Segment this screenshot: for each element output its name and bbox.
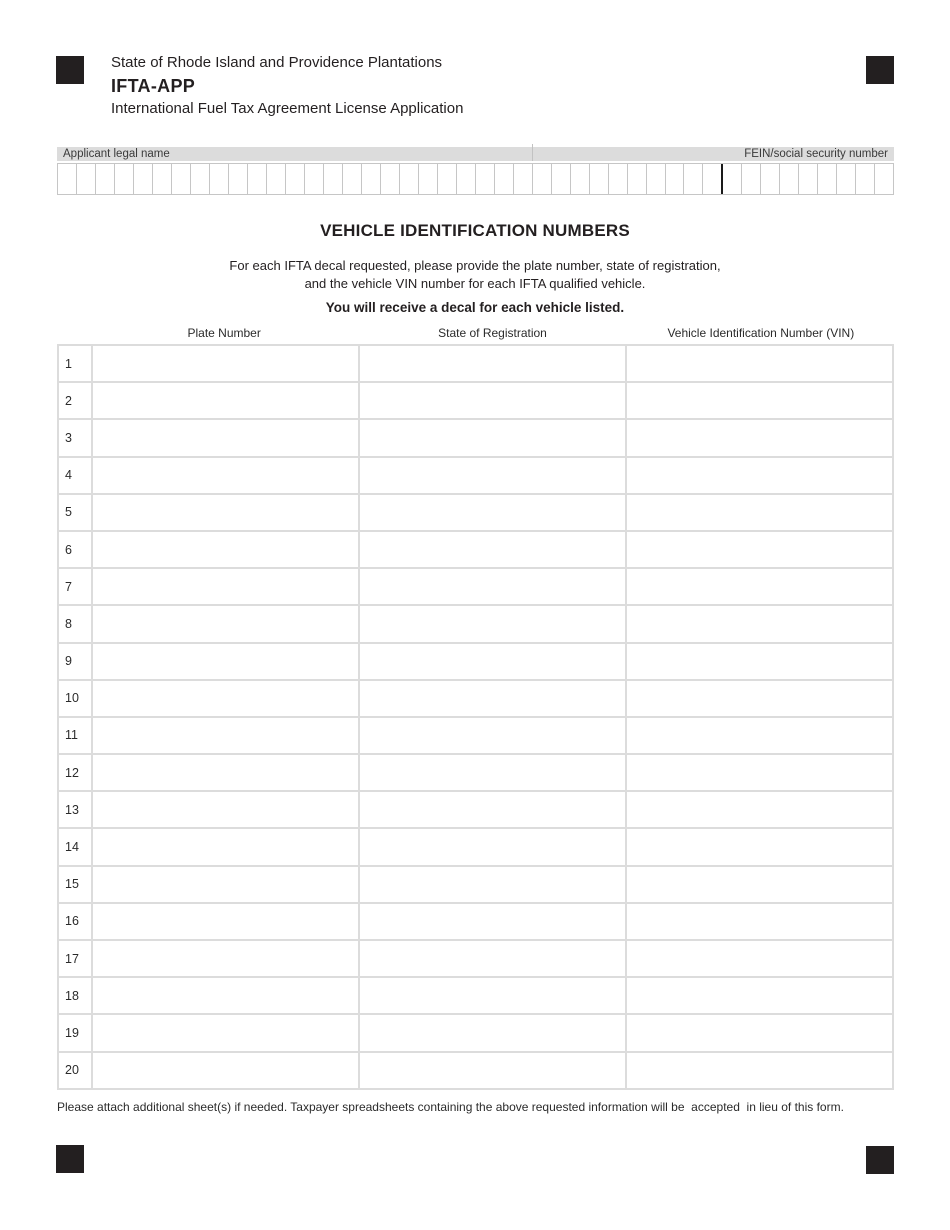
vehicle-row [59, 718, 892, 753]
plate-cell[interactable] [93, 829, 358, 864]
row-number: 17 [59, 941, 91, 976]
row-number: 20 [59, 1053, 91, 1088]
vehicle-row [59, 346, 892, 381]
row-number: 5 [59, 495, 91, 530]
row-number: 11 [59, 718, 91, 753]
row-number: 16 [59, 904, 91, 939]
state-of-registration-cell[interactable] [360, 606, 625, 641]
legal-name-comb-cell[interactable] [266, 164, 285, 194]
legal-name-comb-cell[interactable] [683, 164, 702, 194]
fein-comb-cell[interactable] [874, 164, 893, 194]
instructions-line-2: and the vehicle VIN number for each IFTA qualified vehicle. [304, 276, 646, 291]
column-header-plate-number: Plate Number [187, 326, 261, 340]
vin-cell[interactable] [627, 792, 892, 827]
plate-cell[interactable] [93, 606, 358, 641]
legal-name-comb-cell[interactable] [114, 164, 133, 194]
vehicle-row [59, 904, 892, 939]
row-number: 18 [59, 978, 91, 1013]
vin-cell[interactable] [627, 606, 892, 641]
state-of-registration-cell[interactable] [360, 755, 625, 790]
row-number: 1 [59, 346, 91, 381]
footer-note: Please attach additional sheet(s) if needed. Taxpayer spreadsheets containing the above requested information will be accepted in lieu of this form. [57, 1100, 844, 1114]
plate-cell[interactable] [93, 569, 358, 604]
form-title: International Fuel Tax Agreement License Application [111, 100, 464, 117]
plate-cell[interactable] [93, 420, 358, 455]
vehicle-row [59, 792, 892, 827]
legal-name-comb-cell[interactable] [171, 164, 190, 194]
vehicle-row [59, 829, 892, 864]
plate-cell[interactable] [93, 346, 358, 381]
vehicle-row [59, 978, 892, 1013]
decal-note: You will receive a decal for each vehicle listed. [325, 300, 625, 315]
row-number: 12 [59, 755, 91, 790]
fein-comb-cell[interactable] [779, 164, 798, 194]
plate-cell[interactable] [93, 792, 358, 827]
instructions-line-1: For each IFTA decal requested, please provide the plate number, state of registration, [229, 258, 721, 273]
registration-mark-top-left [56, 56, 84, 84]
legal-name-comb-cell[interactable] [513, 164, 532, 194]
vin-cell[interactable] [627, 1053, 892, 1088]
vin-cell[interactable] [627, 978, 892, 1013]
legal-name-comb-cell[interactable] [361, 164, 380, 194]
state-of-registration-cell[interactable] [360, 458, 625, 493]
vehicle-row [59, 495, 892, 530]
legal-name-comb-cell[interactable] [76, 164, 95, 194]
legal-name-comb-cell[interactable] [323, 164, 342, 194]
plate-cell[interactable] [93, 532, 358, 567]
state-of-registration-cell[interactable] [360, 718, 625, 753]
row-number: 8 [59, 606, 91, 641]
applicant-label-bar [57, 147, 894, 161]
plate-cell[interactable] [93, 718, 358, 753]
legal-name-comb-cell[interactable] [342, 164, 361, 194]
legal-name-comb-cell[interactable] [665, 164, 684, 194]
state-of-registration-cell[interactable] [360, 978, 625, 1013]
vehicle-row [59, 1053, 892, 1088]
legal-name-comb-cell[interactable] [152, 164, 171, 194]
state-of-registration-cell[interactable] [360, 495, 625, 530]
row-number: 15 [59, 867, 91, 902]
legal-name-comb-cell[interactable] [494, 164, 513, 194]
vin-cell[interactable] [627, 458, 892, 493]
form-code: IFTA-APP [111, 76, 196, 96]
form-header [111, 53, 463, 119]
vin-cell[interactable] [627, 346, 892, 381]
vehicle-row [59, 420, 892, 455]
legal-name-comb-cell[interactable] [646, 164, 665, 194]
plate-cell[interactable] [93, 495, 358, 530]
fein-comb-cell[interactable] [836, 164, 855, 194]
state-of-registration-cell[interactable] [360, 792, 625, 827]
legal-name-comb-cell[interactable] [247, 164, 266, 194]
state-of-registration-cell[interactable] [360, 904, 625, 939]
legal-name-comb-cell[interactable] [190, 164, 209, 194]
fein-comb-cell[interactable] [760, 164, 779, 194]
table-column-headers [57, 326, 894, 340]
row-number: 2 [59, 383, 91, 418]
state-of-registration-cell[interactable] [360, 346, 625, 381]
applicant-legal-name-label: Applicant legal name [63, 148, 170, 160]
plate-cell[interactable] [93, 867, 358, 902]
vin-cell[interactable] [627, 420, 892, 455]
legal-name-comb-cell[interactable] [456, 164, 475, 194]
plate-cell[interactable] [93, 755, 358, 790]
vehicle-table [57, 344, 894, 1090]
vin-cell[interactable] [627, 941, 892, 976]
plate-cell[interactable] [93, 681, 358, 716]
state-name: State of Rhode Island and Providence Plantations [111, 54, 443, 71]
registration-mark-top-right [866, 56, 894, 84]
legal-name-comb-cell[interactable] [627, 164, 646, 194]
vin-cell[interactable] [627, 904, 892, 939]
vin-cell[interactable] [627, 569, 892, 604]
legal-name-comb-cell[interactable] [437, 164, 456, 194]
vehicle-row [59, 532, 892, 567]
row-number: 7 [59, 569, 91, 604]
plate-cell[interactable] [93, 978, 358, 1013]
label-bar-divider [532, 144, 533, 161]
vehicle-row [59, 383, 892, 418]
vehicle-row [59, 644, 892, 679]
state-of-registration-cell[interactable] [360, 941, 625, 976]
vehicle-row [59, 606, 892, 641]
plate-cell[interactable] [93, 458, 358, 493]
state-of-registration-cell[interactable] [360, 867, 625, 902]
vin-cell[interactable] [627, 1015, 892, 1050]
plate-cell[interactable] [93, 1015, 358, 1050]
legal-name-comb-cell[interactable] [551, 164, 570, 194]
vehicle-row [59, 755, 892, 790]
legal-name-comb-cell[interactable] [228, 164, 247, 194]
row-number: 9 [59, 644, 91, 679]
vin-cell[interactable] [627, 644, 892, 679]
vin-cell[interactable] [627, 755, 892, 790]
legal-name-comb-cell[interactable] [304, 164, 323, 194]
legal-name-comb-cell[interactable] [209, 164, 228, 194]
legal-name-comb-cell[interactable] [399, 164, 418, 194]
legal-name-comb-cell[interactable] [570, 164, 589, 194]
row-number: 19 [59, 1015, 91, 1050]
vin-cell[interactable] [627, 681, 892, 716]
registration-mark-bottom-left [56, 1145, 84, 1173]
vehicle-row [59, 681, 892, 716]
row-number: 6 [59, 532, 91, 567]
vin-cell[interactable] [627, 495, 892, 530]
state-of-registration-cell[interactable] [360, 383, 625, 418]
legal-name-comb-cell[interactable] [58, 164, 76, 194]
vehicle-row [59, 569, 892, 604]
vin-cell[interactable] [627, 718, 892, 753]
legal-name-comb-cell[interactable] [608, 164, 627, 194]
applicant-comb-field [57, 163, 894, 195]
state-of-registration-cell[interactable] [360, 681, 625, 716]
vin-cell[interactable] [627, 829, 892, 864]
state-of-registration-cell[interactable] [360, 420, 625, 455]
registration-mark-bottom-right [866, 1146, 894, 1174]
legal-name-comb-cell[interactable] [702, 164, 721, 194]
vehicle-row [59, 1015, 892, 1050]
state-of-registration-cell[interactable] [360, 532, 625, 567]
legal-name-comb-cell[interactable] [532, 164, 551, 194]
state-of-registration-cell[interactable] [360, 1053, 625, 1088]
row-number-column-spacer [57, 326, 89, 340]
plate-cell[interactable] [93, 644, 358, 679]
legal-name-comb-cell[interactable] [95, 164, 114, 194]
fein-label: FEIN/social security number [744, 148, 888, 160]
state-of-registration-cell[interactable] [360, 829, 625, 864]
vin-cell[interactable] [627, 383, 892, 418]
legal-name-comb-cell[interactable] [380, 164, 399, 194]
column-header-vin: Vehicle Identification Number (VIN) [667, 326, 855, 340]
fein-comb-cell[interactable] [855, 164, 874, 194]
vin-cell[interactable] [627, 532, 892, 567]
row-number: 13 [59, 792, 91, 827]
fein-comb-cell[interactable] [798, 164, 817, 194]
legal-name-comb-cell[interactable] [418, 164, 437, 194]
vin-cell[interactable] [627, 867, 892, 902]
column-header-state-of-registration: State of Registration [438, 326, 547, 340]
vehicle-row [59, 941, 892, 976]
fein-comb-cell[interactable] [741, 164, 760, 194]
row-number: 14 [59, 829, 91, 864]
plate-cell[interactable] [93, 1053, 358, 1088]
instructions [0, 257, 950, 293]
plate-cell[interactable] [93, 904, 358, 939]
legal-name-comb-cell[interactable] [133, 164, 152, 194]
fein-comb-cell[interactable] [817, 164, 836, 194]
vehicle-row [59, 458, 892, 493]
applicant-section [57, 147, 894, 195]
state-of-registration-cell[interactable] [360, 569, 625, 604]
state-of-registration-cell[interactable] [360, 1015, 625, 1050]
vehicle-row [59, 867, 892, 902]
legal-name-comb-cell[interactable] [589, 164, 608, 194]
legal-name-comb-cell[interactable] [475, 164, 494, 194]
plate-cell[interactable] [93, 383, 358, 418]
row-number: 3 [59, 420, 91, 455]
plate-cell[interactable] [93, 941, 358, 976]
legal-name-comb-cell[interactable] [285, 164, 304, 194]
state-of-registration-cell[interactable] [360, 644, 625, 679]
row-number: 10 [59, 681, 91, 716]
fein-comb-cell[interactable] [721, 164, 741, 194]
row-number: 4 [59, 458, 91, 493]
section-title: VEHICLE IDENTIFICATION NUMBERS [320, 221, 630, 240]
